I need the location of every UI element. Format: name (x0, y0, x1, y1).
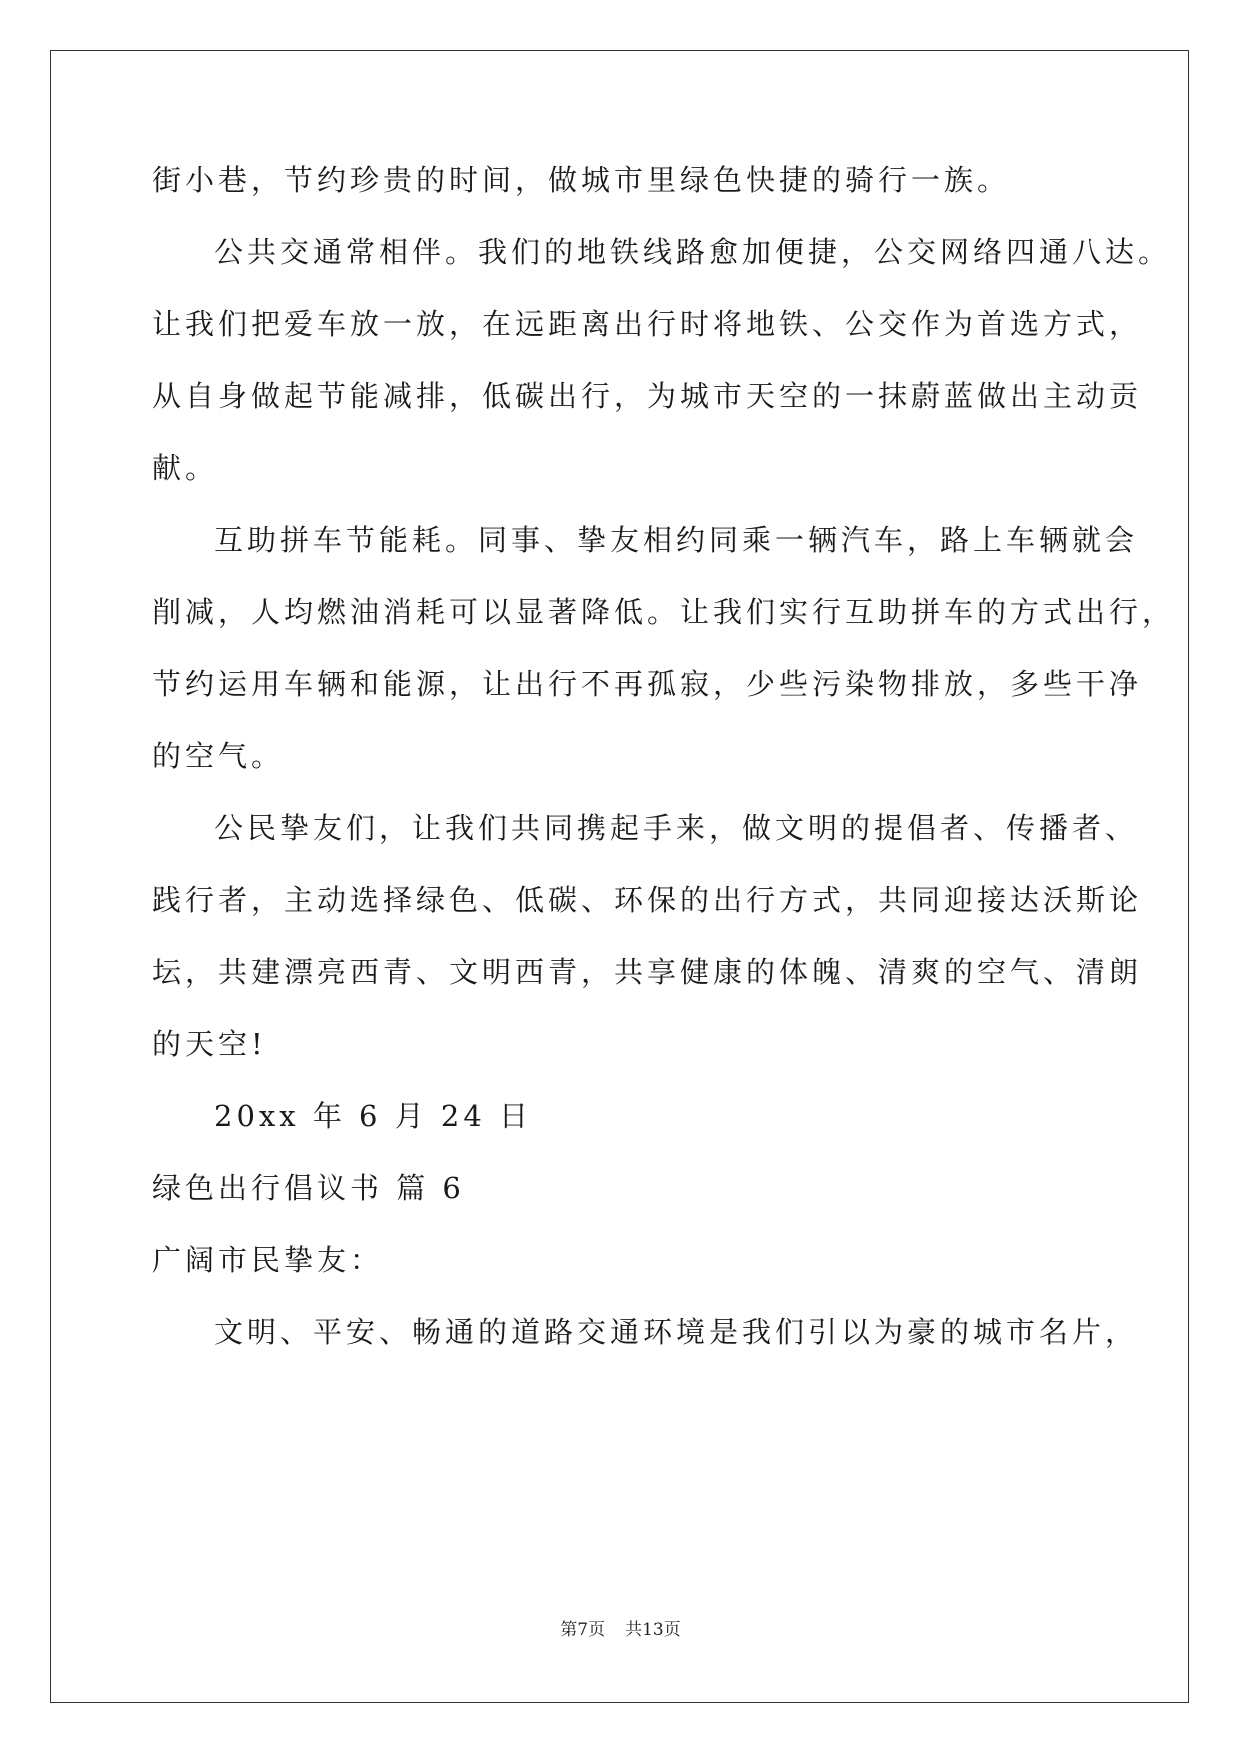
salutation: 广阔市民挚友： (152, 1243, 384, 1277)
text-line: 街小巷，节约珍贵的时间，做城市里绿色快捷的骑行一族。 (152, 163, 1011, 197)
paragraph-line: 公民挚友们，让我们共同携起手来，做文明的提倡者、传播者、 (214, 811, 1139, 845)
paragraph-line: 公共交通常相伴。我们的地铁线路愈加便捷，公交网络四通八达。 (214, 235, 1172, 269)
text-line: 从自身做起节能减排，低碳出行，为城市天空的一抹蔚蓝做出主动贡 (152, 379, 1143, 413)
page-footer (0, 1619, 1241, 1641)
text-line: 的天空! (152, 1027, 267, 1061)
text-line: 践行者，主动选择绿色、低碳、环保的出行方式，共同迎接达沃斯论 (152, 883, 1143, 917)
page-total: 共13页 (625, 1620, 681, 1640)
paragraph-line: 文明、平安、畅通的道路交通环境是我们引以为豪的城市名片， (214, 1315, 1139, 1349)
page-border (50, 50, 1189, 1703)
paragraph-line: 互助拼车节能耗。同事、挚友相约同乘一辆汽车，路上车辆就会 (214, 523, 1139, 557)
text-line: 让我们把爱车放一放，在远距离出行时将地铁、公交作为首选方式， (152, 307, 1143, 341)
text-line: 节约运用车辆和能源，让出行不再孤寂，少些污染物排放，多些干净 (152, 667, 1143, 701)
page-number: 第7页 (560, 1620, 606, 1640)
text-line: 的空气。 (152, 739, 285, 773)
text-line: 献。 (152, 451, 219, 485)
text-line: 坛，共建漂亮西青、文明西青，共享健康的体魄、清爽的空气、清朗 (152, 955, 1143, 989)
date-line: 20xx 年 6 月 24 日 (214, 1099, 533, 1133)
text-line: 削减，人均燃油消耗可以显著降低。让我们实行互助拼车的方式出行， (152, 595, 1176, 629)
section-title: 绿色出行倡议书 篇 6 (152, 1171, 465, 1205)
